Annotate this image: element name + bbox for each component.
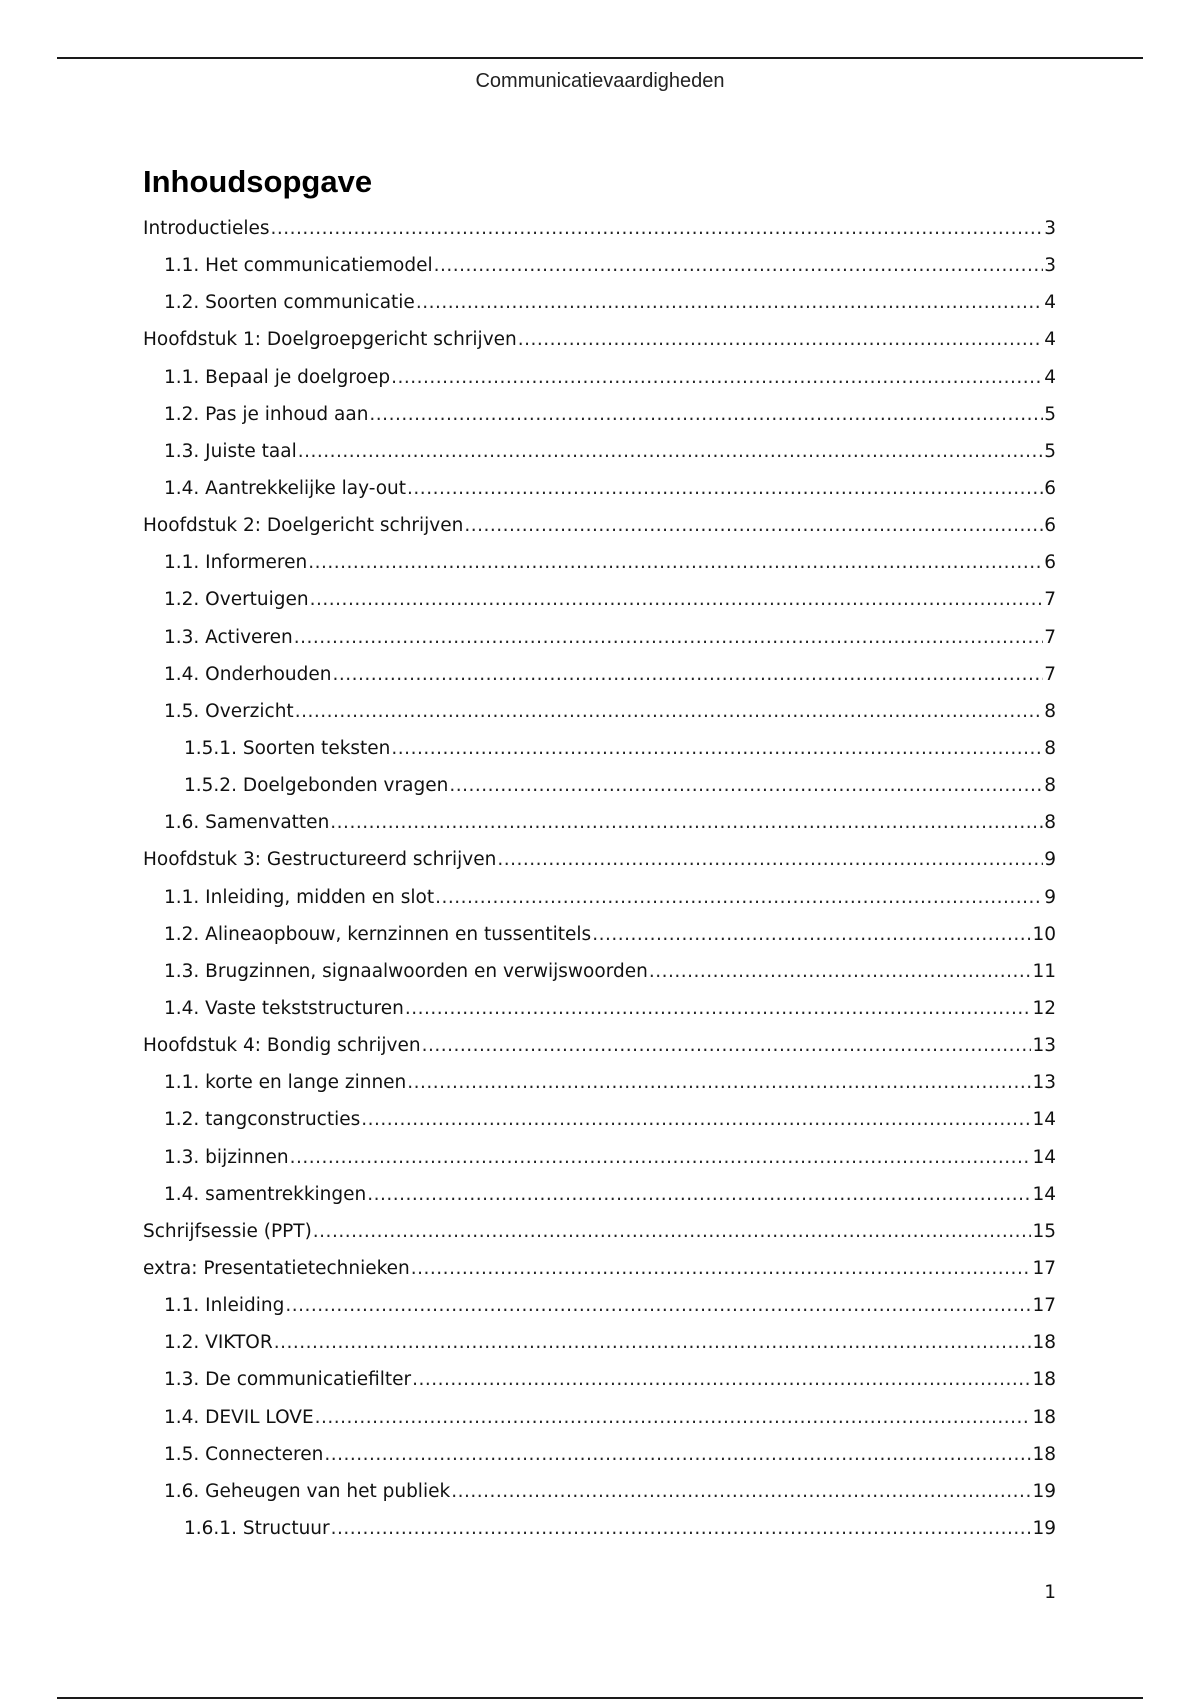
toc-entry[interactable] (143, 924, 1056, 961)
toc-entry[interactable] (143, 887, 1056, 924)
toc-dot-leader (391, 367, 1043, 388)
toc-entry-page: 18 (1032, 1369, 1056, 1391)
header-rule (57, 57, 1143, 59)
toc-entry[interactable] (143, 1109, 1056, 1146)
toc-entry[interactable] (143, 738, 1056, 775)
toc-entry[interactable] (143, 775, 1056, 812)
toc-entry-page: 8 (1044, 812, 1056, 834)
toc-entry-label: 1.3. Brugzinnen, signaalwoorden en verwijswoorden (164, 960, 648, 982)
toc-dot-leader (412, 1369, 1031, 1390)
toc-entry[interactable] (143, 1481, 1056, 1518)
toc-entry[interactable] (143, 701, 1056, 738)
toc-entry[interactable] (143, 1258, 1056, 1295)
toc-entry-label: 1.2. Pas je inhoud aan (164, 403, 369, 425)
toc-entry-page: 8 (1044, 700, 1056, 722)
toc-entry-page: 14 (1032, 1183, 1056, 1205)
toc-dot-leader (333, 664, 1044, 685)
toc-entry[interactable] (143, 998, 1056, 1035)
toc-entry-label: 1.2. Overtuigen (164, 589, 309, 611)
toc-entry-page: 5 (1044, 440, 1056, 462)
toc-dot-leader (369, 404, 1043, 425)
toc-entry-label: 1.3. bijzinnen (164, 1146, 289, 1168)
toc-entry[interactable] (143, 1147, 1056, 1184)
toc-entry-page: 17 (1032, 1295, 1056, 1317)
toc-entry-label: 1.3. Juiste taal (164, 440, 297, 462)
toc-entry[interactable] (143, 292, 1056, 329)
toc-entry-label: Hoofdstuk 2: Doelgericht schrijven (143, 515, 464, 537)
toc-entry-label: 1.3. Activeren (164, 626, 293, 648)
toc-entry-page: 6 (1044, 552, 1056, 574)
toc-entry[interactable] (143, 812, 1056, 849)
toc-entry[interactable] (143, 255, 1056, 292)
toc-dot-leader (434, 255, 1044, 276)
toc-entry-label: 1.5. Overzicht (164, 700, 294, 722)
toc-entry-page: 13 (1032, 1072, 1056, 1094)
toc-entry[interactable] (143, 1407, 1056, 1444)
toc-entry-label: 1.1. Inleiding (164, 1295, 285, 1317)
toc-entry-label: 1.1. korte en lange zinnen (164, 1072, 407, 1094)
toc-entry-page: 11 (1032, 960, 1056, 982)
toc-dot-leader (274, 1332, 1032, 1353)
toc-entry[interactable] (143, 1072, 1056, 1109)
toc-entry-label: 1.2. Alineaopbouw, kernzinnen en tussentitels (164, 923, 592, 945)
toc-entry-page: 19 (1032, 1517, 1056, 1539)
toc-entry-page: 17 (1032, 1257, 1056, 1279)
toc-entry[interactable] (143, 1444, 1056, 1481)
toc-entry[interactable] (143, 1369, 1056, 1406)
toc-dot-leader (324, 1444, 1031, 1465)
toc-dot-leader (391, 738, 1043, 759)
toc-entry-page: 12 (1032, 997, 1056, 1019)
toc-dot-leader (407, 1072, 1031, 1093)
toc-entry[interactable] (143, 1518, 1056, 1555)
toc-entry[interactable] (143, 404, 1056, 441)
toc-entry-label: Introductieles (143, 218, 270, 239)
toc-dot-leader (497, 849, 1043, 870)
toc-dot-leader (416, 292, 1043, 313)
toc-entry-page: 5 (1044, 403, 1056, 425)
toc-dot-leader (285, 1295, 1031, 1316)
toc-entry-page: 13 (1032, 1035, 1056, 1057)
toc-entry-label: 1.4. Vaste tekststructuren (164, 997, 404, 1019)
toc-entry[interactable] (143, 441, 1056, 478)
toc-entry[interactable] (143, 664, 1056, 701)
toc-entry-label: 1.2. VIKTOR (164, 1332, 273, 1354)
toc-entry-page: 4 (1044, 292, 1056, 314)
toc-entry-page: 7 (1044, 589, 1056, 611)
toc-dot-leader (295, 701, 1044, 722)
toc-dot-leader (310, 589, 1044, 610)
toc-dot-leader (330, 812, 1043, 833)
toc-entry-page: 14 (1032, 1146, 1056, 1168)
toc-entry-page: 7 (1044, 663, 1056, 685)
toc-dot-leader (449, 775, 1043, 796)
toc-entry-label: extra: Presentatietechnieken (143, 1257, 410, 1279)
footer-rule (57, 1697, 1143, 1699)
toc-entry-label: 1.4. Onderhouden (164, 663, 332, 685)
toc-dot-leader (435, 887, 1043, 908)
toc-dot-leader (290, 1147, 1032, 1168)
toc-entry-page: 14 (1032, 1109, 1056, 1131)
toc-dot-leader (407, 478, 1043, 499)
toc-entry-label: 1.2. tangconstructies (164, 1109, 361, 1131)
toc-entry[interactable] (143, 367, 1056, 404)
toc-entry-label: Hoofdstuk 3: Gestructureerd schrijven (143, 849, 497, 871)
toc-dot-leader (298, 441, 1043, 462)
toc-entry[interactable] (143, 589, 1056, 626)
toc-entry[interactable] (143, 1295, 1056, 1332)
toc-entry[interactable] (143, 515, 1056, 552)
toc-entry-page: 15 (1032, 1220, 1056, 1242)
table-of-contents (143, 218, 1056, 1555)
toc-entry-label: 1.1. Bepaal je doelgroep (164, 366, 391, 388)
toc-entry-label: 1.6. Samenvatten (164, 812, 330, 834)
toc-entry[interactable] (143, 1221, 1056, 1258)
toc-dot-leader (411, 1258, 1032, 1279)
toc-entry-page: 9 (1044, 849, 1056, 871)
toc-entry-label: 1.4. samentrekkingen (164, 1183, 367, 1205)
toc-entry-page: 3 (1044, 218, 1056, 239)
toc-entry-label: 1.1. Het communicatiemodel (164, 255, 433, 277)
toc-dot-leader (271, 218, 1044, 239)
toc-entry-page: 4 (1044, 366, 1056, 388)
toc-entry-label: 1.5.2. Doelgebonden vragen (184, 775, 449, 797)
toc-dot-leader (405, 998, 1032, 1019)
toc-entry[interactable] (143, 1035, 1056, 1072)
toc-entry-page: 9 (1044, 886, 1056, 908)
toc-entry-page: 6 (1044, 477, 1056, 499)
toc-dot-leader (294, 627, 1044, 648)
toc-entry-label: 1.5.1. Soorten teksten (184, 737, 391, 759)
toc-entry-label: 1.5. Connecteren (164, 1443, 324, 1465)
toc-entry-label: 1.4. Aantrekkelijke lay-out (164, 477, 407, 499)
toc-entry-label: 1.1. Informeren (164, 552, 308, 574)
toc-entry[interactable] (143, 961, 1056, 998)
toc-entry-label: Hoofdstuk 4: Bondig schrijven (143, 1035, 421, 1057)
toc-dot-leader (315, 1407, 1032, 1428)
toc-dot-leader (518, 329, 1043, 350)
toc-dot-leader (308, 552, 1043, 573)
toc-entry-label: 1.4. DEVIL LOVE (164, 1406, 314, 1428)
toc-entry[interactable] (143, 1332, 1056, 1369)
toc-dot-leader (367, 1184, 1031, 1205)
toc-entry-label: 1.3. De communicatiefilter (164, 1369, 412, 1391)
toc-entry-page: 19 (1032, 1480, 1056, 1502)
toc-dot-leader (451, 1481, 1031, 1502)
toc-dot-leader (592, 924, 1031, 945)
toc-entry-label: Hoofdstuk 1: Doelgroepgericht schrijven (143, 329, 517, 351)
toc-entry-page: 8 (1044, 775, 1056, 797)
toc-entry-label: 1.6.1. Structuur (184, 1517, 330, 1539)
toc-entry-label: 1.2. Soorten communicatie (164, 292, 415, 314)
toc-entry-page: 10 (1032, 923, 1056, 945)
toc-entry-page: 8 (1044, 737, 1056, 759)
running-header: Communicatievaardigheden (475, 70, 725, 92)
toc-dot-leader (361, 1109, 1031, 1130)
toc-entry[interactable] (143, 627, 1056, 664)
toc-entry[interactable] (143, 1184, 1056, 1221)
toc-dot-leader (649, 961, 1032, 982)
toc-entry[interactable] (143, 478, 1056, 515)
toc-heading: Inhoudsopgave (143, 164, 373, 199)
toc-entry-page: 6 (1044, 515, 1056, 537)
toc-entry-page: 3 (1044, 255, 1056, 277)
page-number: 1 (1044, 1582, 1056, 1603)
toc-dot-leader (422, 1035, 1032, 1056)
toc-dot-leader (331, 1518, 1032, 1539)
toc-entry-page: 18 (1032, 1332, 1056, 1354)
toc-entry[interactable] (143, 329, 1056, 366)
toc-dot-leader (464, 515, 1043, 536)
toc-entry[interactable] (143, 218, 1056, 255)
toc-dot-leader (313, 1221, 1032, 1242)
toc-entry-label: 1.1. Inleiding, midden en slot (164, 886, 435, 908)
toc-entry-label: Schrijfsessie (PPT) (143, 1220, 312, 1242)
toc-entry[interactable] (143, 552, 1056, 589)
toc-entry-label: 1.6. Geheugen van het publiek (164, 1480, 451, 1502)
toc-entry-page: 18 (1032, 1443, 1056, 1465)
toc-entry-page: 4 (1044, 329, 1056, 351)
toc-entry-page: 7 (1044, 626, 1056, 648)
toc-entry[interactable] (143, 849, 1056, 886)
toc-entry-page: 18 (1032, 1406, 1056, 1428)
